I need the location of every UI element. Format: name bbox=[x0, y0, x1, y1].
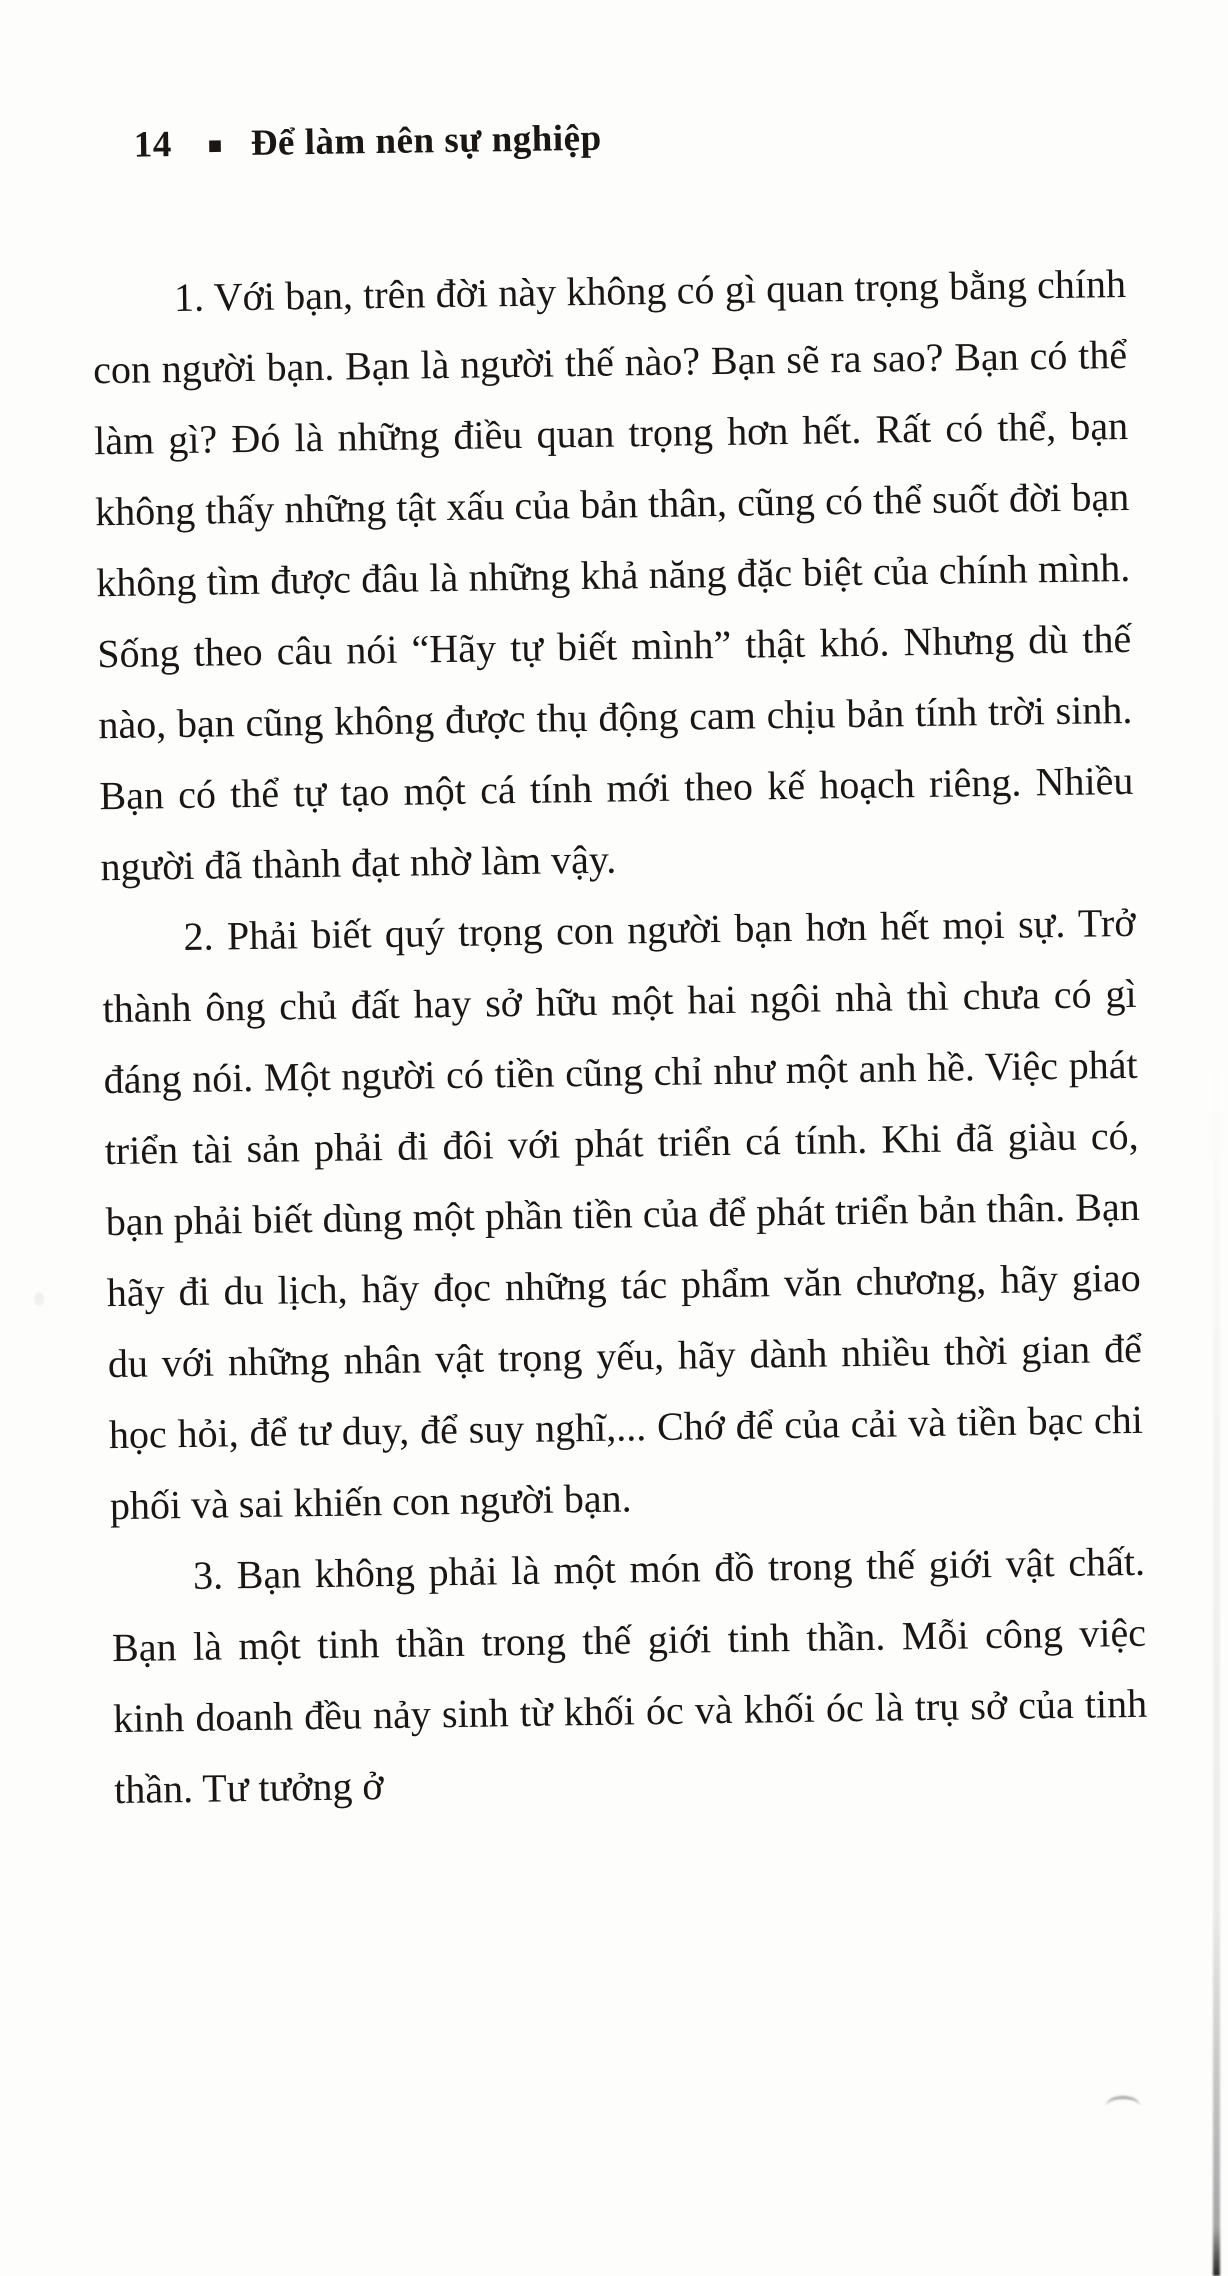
paragraph-3: 3. Bạn không phải là một món đồ trong thế giới vật chất. Bạn là một tinh thần trong thế giới tinh thần. Mỗi công việc kinh doanh đều nảy sinh từ khối óc và khối óc là trụ sở của tinh thần. Tư tưởng ở bbox=[111, 1538, 1148, 1813]
page-body bbox=[92, 248, 1149, 1825]
square-bullet-icon: ■ bbox=[207, 132, 224, 160]
page-header bbox=[133, 108, 1214, 167]
scan-corner-artifact bbox=[1106, 2096, 1140, 2106]
paragraph-1: 1. Với bạn, trên đời này không có gì quan trọng bằng chính con người bạn. Bạn là người thế nào? Bạn sẽ ra sao? Bạn có thể làm gì? Đó là những điều quan trọng hơn hết. Rất có thể, bạn không thấy những tật xấu của bản thân, cũng có thể suốt đời bạn không tìm được đâu là những khả năng đặc biệt của chính mình. Sống theo câu nói “Hãy tự biết mình” thật khó. Nhưng dù thế nào, bạn cũng không được thụ động cam chịu bản tính trời sinh. Bạn có thể tự tạo một cá tính mới theo kế hoạch riêng. Nhiều người đã thành đạt nhờ làm vậy. bbox=[92, 260, 1134, 890]
paper-speck-artifact bbox=[34, 1292, 44, 1306]
paragraph-2: 2. Phải biết quý trọng con người bạn hơn hết mọi sự. Trở thành ông chủ đất hay sở hữu một hai ngôi nhà thì chưa có gì đáng nói. Một người có tiền cũng chỉ như một anh hề. Việc phát triển tài sản phải đi đôi với phát triển cá tính. Khi đã giàu có, bạn phải biết dùng một phần tiền của để phát triển bản thân. Bạn hãy đi du lịch, hãy đọc những tác phẩm văn chương, hãy giao du với những nhân vật trọng yếu, hãy dành nhiều thời gian để học hỏi, để tư duy, để suy nghĩ,... Chớ để của cải và tiền bạc chi phối và sai khiến con người bạn. bbox=[102, 899, 1144, 1529]
page-number: 14 bbox=[133, 124, 173, 166]
scan-edge-artifact bbox=[1213, 1050, 1220, 2276]
running-title: Để làm nên sự nghiệp bbox=[250, 117, 602, 164]
